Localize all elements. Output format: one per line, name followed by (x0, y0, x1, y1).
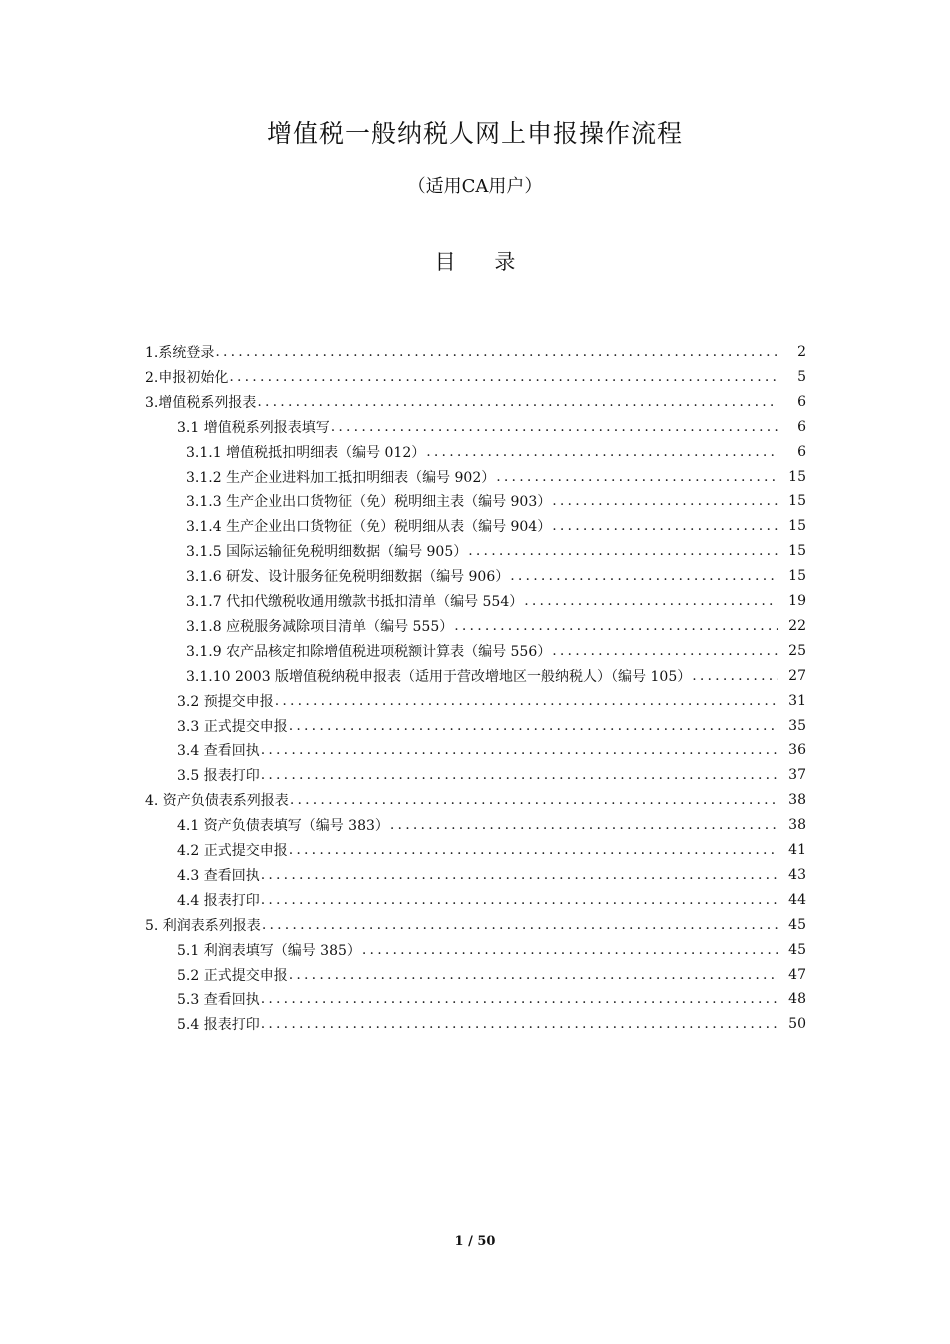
toc-entry-label: 5.4 报表打印 (177, 1017, 260, 1034)
toc-entry-label: 3.1.9 农产品核定扣除增值税进项税额计算表（编号 556） (186, 643, 552, 660)
toc-entry-label: 5.1 利润表填写（编号 385） (177, 942, 361, 959)
document-subtitle: （适用CA用户） (407, 176, 543, 197)
toc-entry-page-number: 6 (797, 393, 806, 410)
toc-entry-page-number: 35 (788, 717, 806, 734)
toc-entry-page-number: 15 (788, 493, 806, 510)
toc-entry-page-number: 36 (788, 742, 806, 759)
toc-entry-label: 3.1.10 2003 版增值税纳税申报表（适用于营改增地区一般纳税人）（编号 105） (186, 668, 692, 685)
toc-entry[interactable] (177, 963, 806, 987)
toc-entry[interactable] (145, 788, 806, 812)
toc-entry[interactable] (177, 813, 806, 837)
toc-dot-leader (261, 867, 778, 883)
toc-entry-label: 3.1.1 增值税抵扣明细表（编号 012） (186, 444, 426, 461)
toc-dot-leader (552, 493, 778, 509)
toc-entry-label: 3.增值税系列报表 (145, 394, 257, 411)
toc-entry[interactable] (145, 340, 806, 364)
toc-entry-label: 3.1.8 应税服务减除项目清单（编号 555） (186, 618, 454, 635)
toc-entry[interactable] (186, 664, 806, 688)
toc-dot-leader (390, 817, 778, 833)
toc-entry-label: 2.申报初始化 (145, 369, 229, 386)
toc-dot-leader (552, 518, 778, 534)
toc-entry[interactable] (186, 614, 806, 638)
toc-heading-left: 目 (434, 250, 456, 274)
toc-entry-label: 1.系统登录 (145, 345, 215, 361)
toc-dot-leader (261, 767, 778, 783)
toc-entry[interactable] (186, 514, 806, 538)
toc-dot-leader (289, 842, 778, 858)
toc-dot-leader (468, 543, 778, 559)
toc-entry-page-number: 47 (788, 966, 806, 983)
toc-dot-leader (275, 693, 778, 709)
toc-dot-leader (510, 568, 778, 584)
toc-dot-leader (261, 742, 778, 758)
toc-entry-label: 4.2 正式提交申报 (177, 843, 288, 859)
toc-entry[interactable] (177, 689, 806, 713)
toc-dot-leader (552, 643, 778, 659)
toc-dot-leader (289, 718, 778, 734)
toc-entry-label: 3.1.6 研发、设计服务征免税明细数据（编号 906） (186, 569, 510, 586)
toc-entry-label: 3.1 增值税系列报表填写 (177, 419, 330, 436)
toc-entry[interactable] (186, 539, 806, 563)
toc-entry[interactable] (186, 440, 806, 464)
toc-entry[interactable] (177, 738, 806, 762)
toc-dot-leader (261, 892, 778, 908)
toc-entry-page-number: 15 (788, 518, 806, 535)
toc-entry-label: 4.4 报表打印 (177, 892, 260, 909)
toc-dot-leader (262, 917, 778, 933)
toc-entry-label: 3.1.3 生产企业出口货物征（免）税明细主表（编号 903） (186, 494, 552, 511)
toc-dot-leader (290, 792, 778, 808)
toc-entry-label: 3.1.4 生产企业出口货物征（免）税明细从表（编号 904） (186, 519, 552, 536)
toc-entry[interactable] (145, 913, 806, 937)
toc-entry[interactable] (145, 365, 806, 389)
toc-entry[interactable] (186, 564, 806, 588)
toc-dot-leader (524, 593, 778, 609)
toc-entry-label: 4.1 资产负债表填写（编号 383） (177, 818, 389, 835)
document-title: 增值税一般纳税人网上申报操作流程 (266, 119, 683, 148)
toc-entry[interactable] (186, 589, 806, 613)
toc-dot-leader (215, 344, 778, 360)
toc-entry-page-number: 6 (797, 418, 806, 435)
toc-entry[interactable] (177, 888, 806, 912)
toc-dot-leader (261, 1016, 778, 1032)
toc-entry-page-number: 48 (788, 991, 806, 1008)
toc-entry[interactable] (177, 938, 806, 962)
toc-entry-label: 3.1.2 生产企业进料加工抵扣明细表（编号 902） (186, 469, 496, 486)
toc-entry-page-number: 27 (788, 667, 806, 684)
toc-dot-leader (229, 369, 778, 385)
toc-entry[interactable] (186, 465, 806, 489)
toc-entry-label: 4.3 查看回执 (177, 867, 260, 884)
toc-entry[interactable] (177, 863, 806, 887)
toc-entry-label: 3.1.5 国际运输征免税明细数据（编号 905） (186, 544, 468, 561)
toc-entry-page-number: 45 (788, 916, 806, 933)
toc-entry-page-number: 6 (797, 443, 806, 460)
toc-entry[interactable] (186, 489, 806, 513)
toc-entry-page-number: 41 (788, 842, 806, 858)
page-indicator: 1 / 50 (454, 1234, 496, 1249)
toc-entry-page-number: 45 (788, 941, 806, 958)
toc-entry-page-number: 38 (788, 817, 806, 834)
toc-entry-label: 5.3 查看回执 (177, 992, 260, 1009)
toc-entry[interactable] (177, 763, 806, 787)
toc-entry-page-number: 5 (797, 368, 806, 385)
toc-entry-page-number: 19 (788, 593, 806, 609)
toc-entry[interactable] (177, 987, 806, 1011)
toc-dot-leader (426, 444, 778, 460)
toc-entry-label: 3.2 预提交申报 (177, 693, 274, 710)
toc-entry[interactable] (145, 390, 806, 414)
toc-dot-leader (496, 469, 778, 485)
toc-heading (0, 246, 950, 276)
toc-entry-page-number: 22 (788, 617, 806, 634)
toc-entry-label: 3.1.7 代扣代缴税收通用缴款书抵扣清单（编号 554） (186, 594, 524, 610)
toc-dot-leader (289, 967, 778, 983)
toc-dot-leader (257, 394, 778, 410)
toc-entry-page-number: 2 (797, 344, 806, 360)
toc-dot-leader (362, 942, 778, 958)
toc-entry-label: 3.4 查看回执 (177, 743, 260, 760)
toc-entry-label: 3.3 正式提交申报 (177, 718, 288, 735)
toc-entry[interactable] (177, 838, 806, 862)
toc-entry-label: 3.5 报表打印 (177, 768, 260, 785)
toc-entry-page-number: 50 (788, 1016, 806, 1033)
toc-entry-page-number: 37 (788, 767, 806, 784)
toc-entry-page-number: 15 (788, 568, 806, 585)
toc-entry-page-number: 38 (788, 792, 806, 809)
toc-entry[interactable] (177, 714, 806, 738)
toc-entry-label: 5.2 正式提交申报 (177, 967, 288, 984)
toc-entry[interactable] (177, 1012, 806, 1036)
toc-heading-right: 录 (494, 250, 516, 274)
toc-entry-label: 4. 资产负债表系列报表 (145, 793, 289, 810)
toc-entry-page-number: 31 (788, 692, 806, 709)
toc-entry-page-number: 25 (788, 642, 806, 659)
toc-dot-leader (454, 618, 778, 634)
toc-entry-page-number: 15 (788, 468, 806, 485)
toc-dot-leader (331, 419, 778, 435)
toc-entry-page-number: 43 (788, 866, 806, 883)
toc-entry-page-number: 15 (788, 543, 806, 560)
toc-entry-label: 5. 利润表系列报表 (145, 917, 261, 934)
toc-entry-page-number: 44 (788, 891, 806, 908)
toc-dot-leader (692, 668, 778, 684)
toc-dot-leader (261, 991, 778, 1007)
toc-entry[interactable] (186, 639, 806, 663)
toc-entry[interactable] (177, 415, 806, 439)
